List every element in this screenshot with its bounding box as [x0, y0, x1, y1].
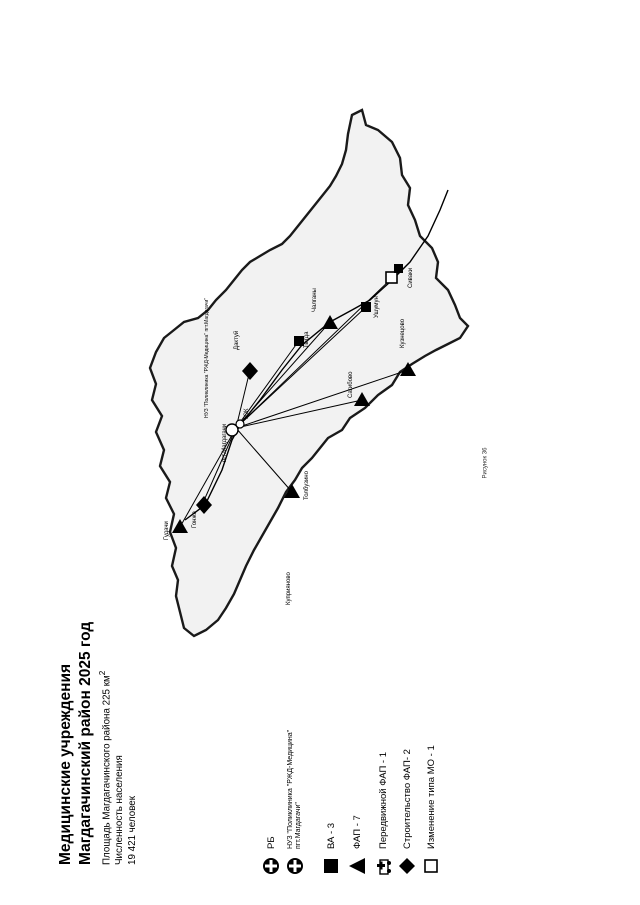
label-tygda: Тыгда [304, 331, 310, 348]
va-marker-ushumun [361, 302, 371, 312]
label-sagibovo: Сагибово [348, 371, 354, 398]
legend-label-va: ВА - 3 [325, 822, 337, 849]
label-ushumun: Ушумун [374, 296, 380, 318]
legend-item-type-change [422, 745, 440, 875]
label-magdagachi: пгт.Магдагачи [222, 423, 228, 462]
label-gonzha: Гонжа [192, 511, 198, 528]
va-marker-sivaki [394, 264, 403, 273]
map-legend [262, 555, 442, 875]
legend-label-mobile-fap: Передвижной ФАП - 1 [377, 752, 389, 849]
label-chalgany: Чалганы [312, 288, 318, 312]
figure-caption: Рисунок 36 [482, 447, 489, 479]
area-info [96, 575, 113, 865]
label-gudachi: Гудачи [164, 521, 170, 540]
legend-item-nuz [286, 709, 304, 875]
title-block [56, 575, 236, 865]
square-outline-icon [422, 857, 440, 875]
diamond-filled-icon [398, 857, 416, 875]
triangle-filled-icon [348, 857, 366, 875]
ambulance-vehicle-icon [374, 857, 392, 875]
type-change-marker-sivaki [386, 272, 397, 283]
label-nuz: НУЗ "Поликлиника "РЖД-Медицина" пгт.Магдагачи" [204, 297, 210, 418]
legend-label-fap: ФАП - 7 [351, 815, 363, 849]
area-text: Площадь Магдагачинского района 225 км [101, 675, 113, 865]
label-kupriyanovo: Куприяново [286, 572, 292, 605]
legend-label-nuz: НУЗ "Поликлиника "РЖД-Медицина" пгт.Магдагачи" [286, 729, 302, 849]
map-title-line-1: Медицинские учреждения [57, 663, 74, 865]
va-marker-tygda [294, 336, 304, 346]
clinic-cross-icon [286, 857, 304, 875]
legend-item-va [322, 823, 340, 875]
legend-label-construction: Строительство ФАП- 2 [401, 749, 413, 849]
label-daktui: Дактуй [234, 330, 240, 350]
label-tok: ТОК [244, 408, 250, 420]
square-filled-icon [322, 857, 340, 875]
legend-item-fap [348, 815, 366, 875]
area-superscript: 2 [98, 670, 107, 676]
legend-label-rb: РБ [265, 836, 277, 849]
hospital-cross-icon [262, 857, 280, 875]
legend-item-rb [262, 836, 280, 875]
legend-label-type-change: Изменение типа МО - 1 [425, 745, 437, 849]
label-tolbuzino: Толбузино [304, 471, 310, 500]
legend-item-construction [398, 749, 416, 875]
map-title-line-2: Магдагачинский район 2025 год [77, 621, 94, 865]
label-sivaki: Сиваки [408, 267, 414, 288]
population-value: 19 421 человек [127, 795, 139, 865]
district-hospital-marker [236, 420, 244, 428]
label-kuznetsovo: Кузнецово [400, 318, 406, 348]
legend-item-mobile-fap [374, 752, 392, 875]
population-label: Численность населения [114, 755, 126, 865]
